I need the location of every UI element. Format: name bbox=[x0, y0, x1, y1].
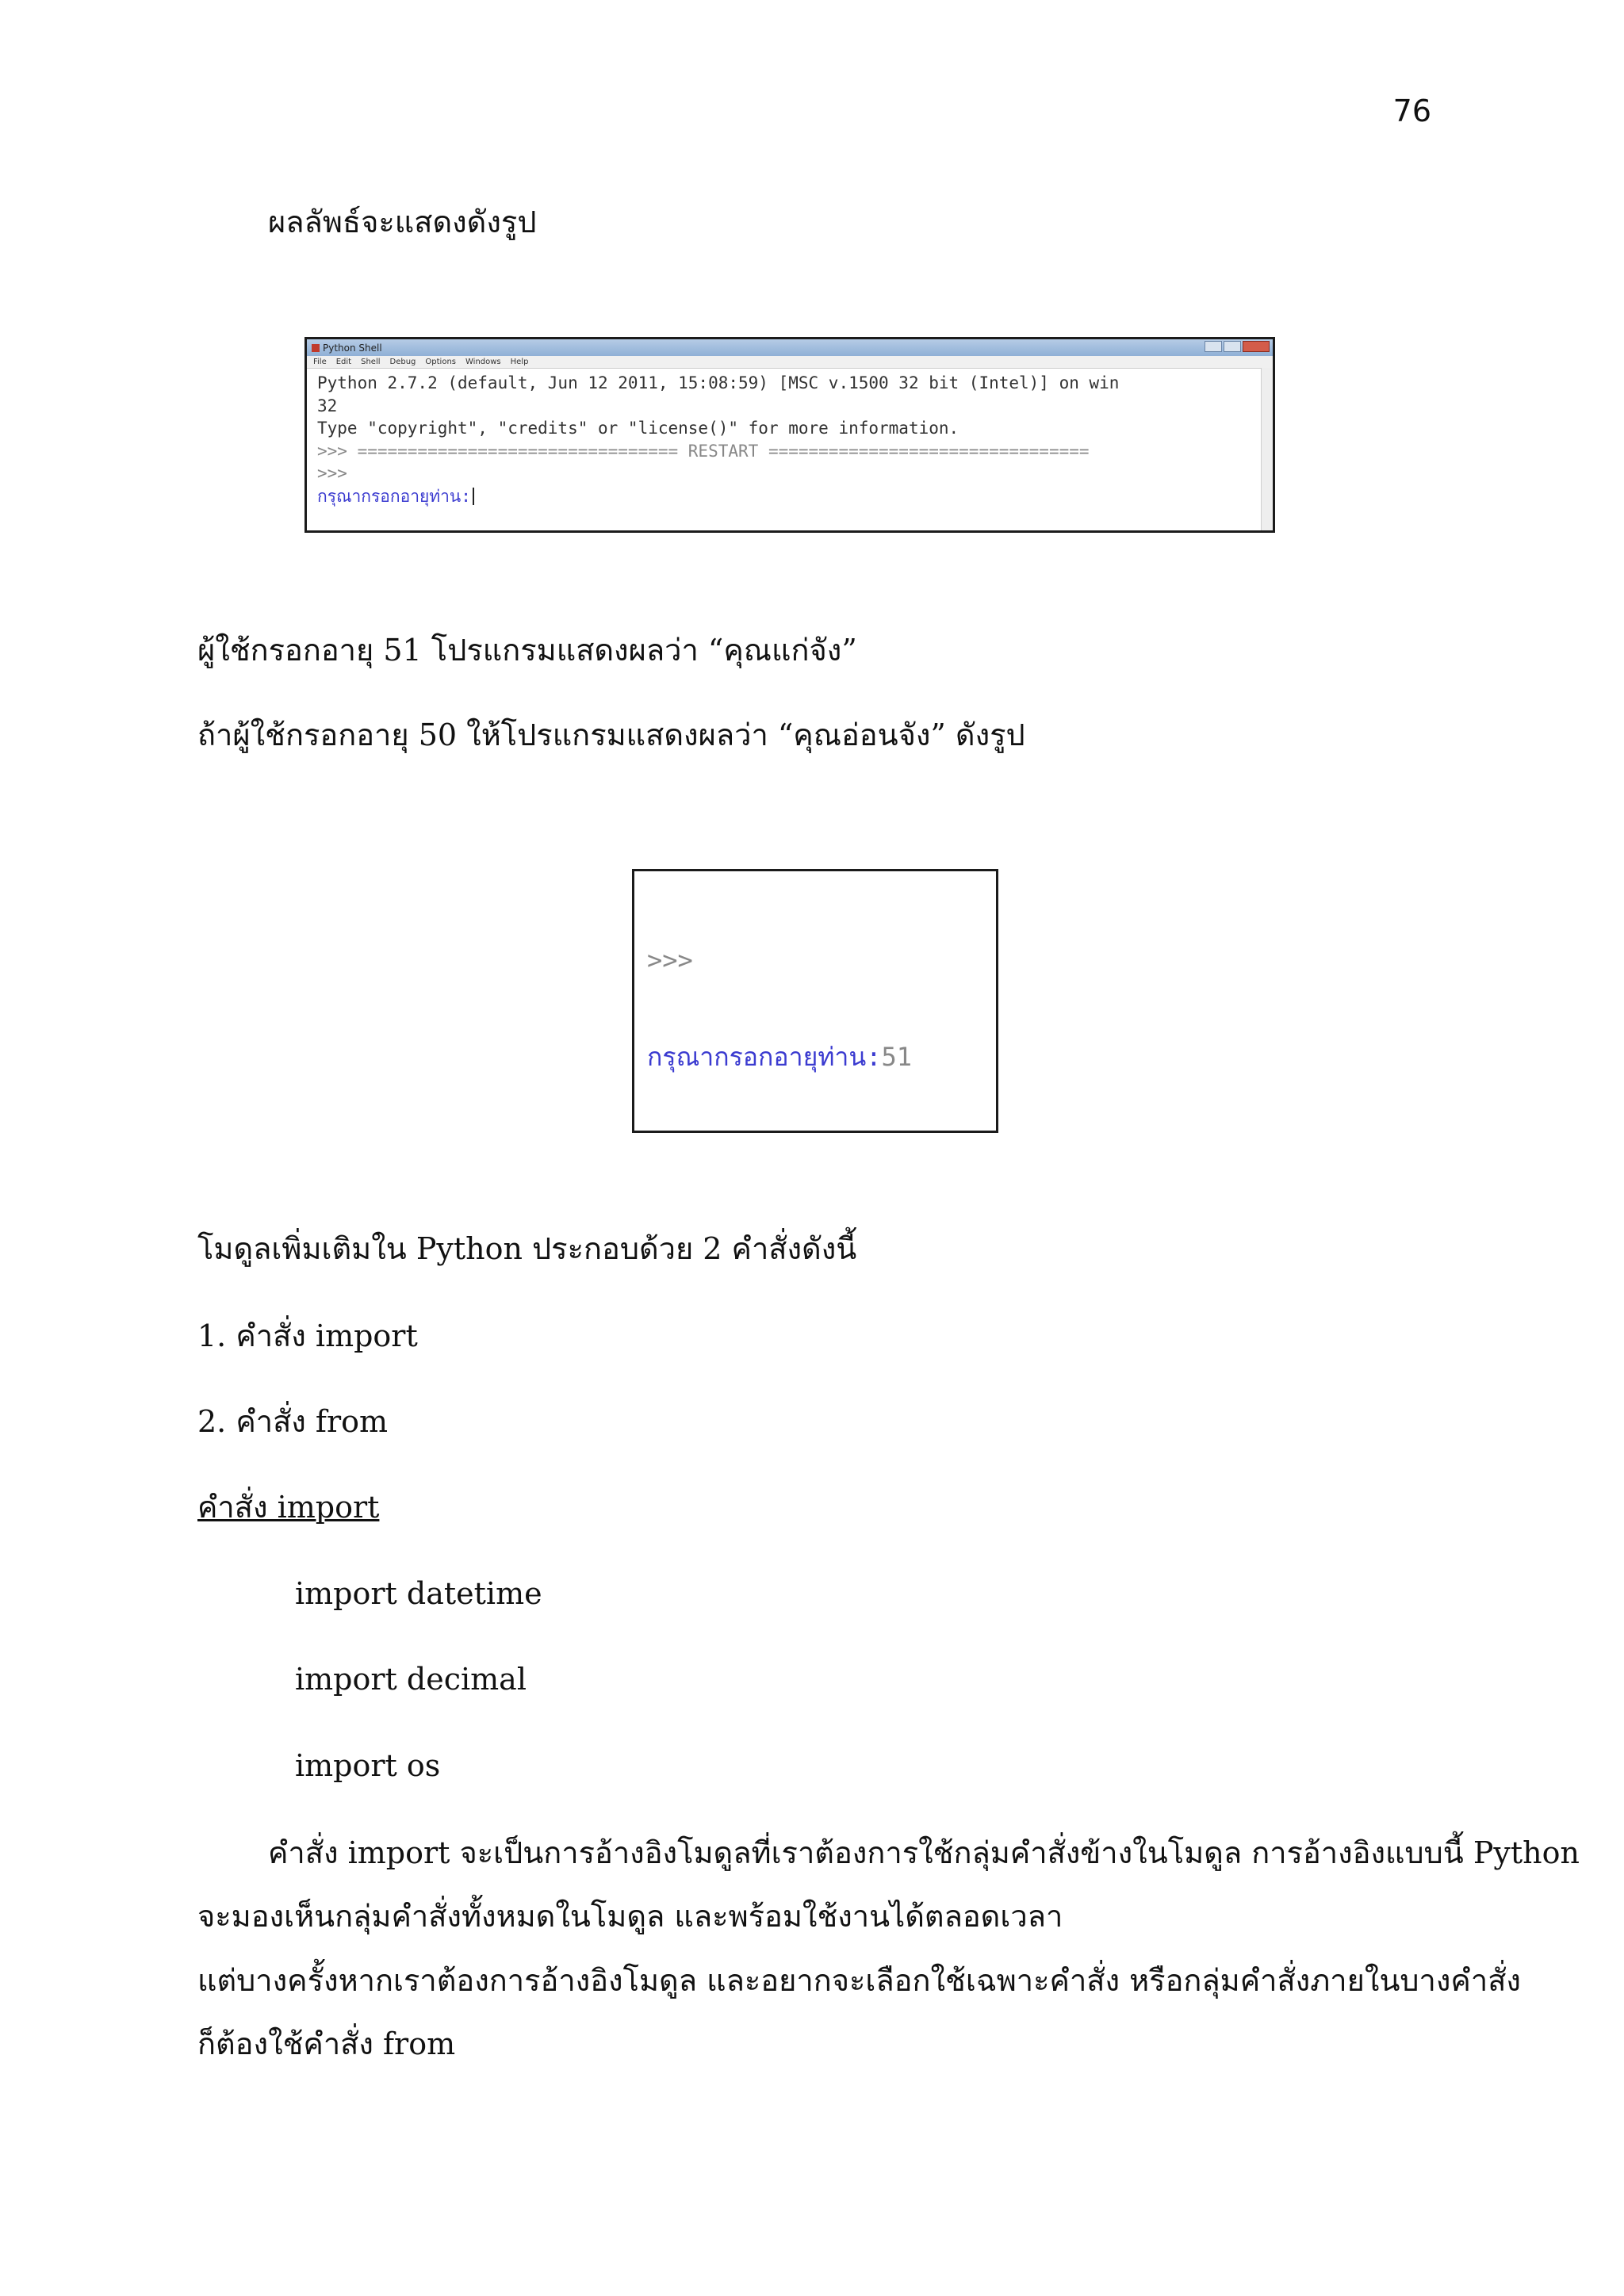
console-line: Python 2.7.2 (default, Jun 12 2011, 15:08:59) [MSC v.1500 32 bit (Intel)] on win bbox=[317, 373, 1120, 392]
result-intro-text: ผลลัพธ์จะแสดงดังรูป bbox=[268, 205, 537, 239]
user-51-text: ผู้ใช้กรอกอายุ 51 โปรแกรมแสดงผลว่า “คุณแก่จัง” bbox=[197, 633, 857, 668]
list-item: 1. คำสั่ง import bbox=[197, 1318, 418, 1353]
list-item: 2. คำสั่ง from bbox=[197, 1404, 389, 1439]
input-prompt: กรุณากรอกอายุท่าน: bbox=[647, 1041, 882, 1072]
shell-output-screenshot bbox=[632, 869, 998, 1133]
maximize-icon bbox=[1224, 341, 1241, 352]
console-line: >>> ================================ RESTART ================================ bbox=[317, 441, 1090, 461]
python-shell-screenshot bbox=[304, 337, 1275, 533]
shell-titlebar bbox=[307, 339, 1273, 356]
import-heading: คำสั่ง import bbox=[197, 1490, 380, 1525]
window-controls bbox=[1205, 341, 1270, 352]
menu-edit: Edit bbox=[335, 358, 352, 366]
console-line: >>> bbox=[647, 944, 693, 975]
explain-line-3: แต่บางครั้งหากเราต้องการอ้างอิงโมดูล และอยากจะเลือกใช้เฉพาะคำสั่ง หรือกลุ่มคำสั่งภายในบางคำสั่ง bbox=[197, 1963, 1521, 1998]
menu-options: Options bbox=[425, 358, 456, 366]
explain-line-1: คำสั่ง import จะเป็นการอ้างอิงโมดูลที่เราต้องการใช้กลุ่มคำสั่งข้างในโมดูล การอ้างอิงแบบนี้ Python bbox=[268, 1835, 1580, 1870]
shell-title: Python Shell bbox=[323, 342, 382, 354]
minimize-icon bbox=[1205, 341, 1222, 352]
shell-console bbox=[307, 369, 1273, 507]
text-cursor bbox=[473, 488, 474, 505]
user-50-text: ถ้าผู้ใช้กรอกอายุ 50 ให้โปรแกรมแสดงผลว่า “คุณอ่อนจัง” ดังรูป bbox=[197, 718, 1025, 752]
shell-scrollbar bbox=[1261, 368, 1273, 530]
console-line: >>> bbox=[317, 464, 347, 483]
console-line: Type "copyright", "credits" or "license()" for more information. bbox=[317, 419, 959, 438]
shell-menubar bbox=[307, 356, 1273, 369]
menu-help: Help bbox=[510, 358, 529, 366]
console-line: 32 bbox=[317, 396, 338, 415]
console-line bbox=[647, 1041, 996, 1073]
menu-windows: Windows bbox=[465, 358, 501, 366]
python-icon bbox=[312, 344, 320, 352]
input-value: 51 bbox=[881, 1041, 913, 1072]
code-line: import os bbox=[295, 1748, 441, 1783]
page-number: 76 bbox=[1392, 94, 1431, 128]
menu-debug: Debug bbox=[389, 358, 416, 366]
console-input-line bbox=[317, 485, 1273, 508]
code-line: import decimal bbox=[295, 1662, 527, 1697]
close-icon bbox=[1243, 341, 1270, 352]
explain-line-2: จะมองเห็นกลุ่มคำสั่งทั้งหมดในโมดูล และพร้อมใช้งานได้ตลอดเวลา bbox=[197, 1899, 1063, 1934]
input-prompt: กรุณากรอกอายุท่าน: bbox=[317, 486, 471, 506]
code-line: import datetime bbox=[295, 1576, 542, 1611]
menu-file: File bbox=[313, 358, 327, 366]
menu-shell: Shell bbox=[361, 358, 381, 366]
explain-line-4: ก็ต้องใช้คำสั่ง from bbox=[197, 2026, 456, 2061]
modules-intro-text: โมดูลเพิ่มเติมใน Python ประกอบด้วย 2 คำสั่งดังนี้ bbox=[197, 1231, 857, 1266]
